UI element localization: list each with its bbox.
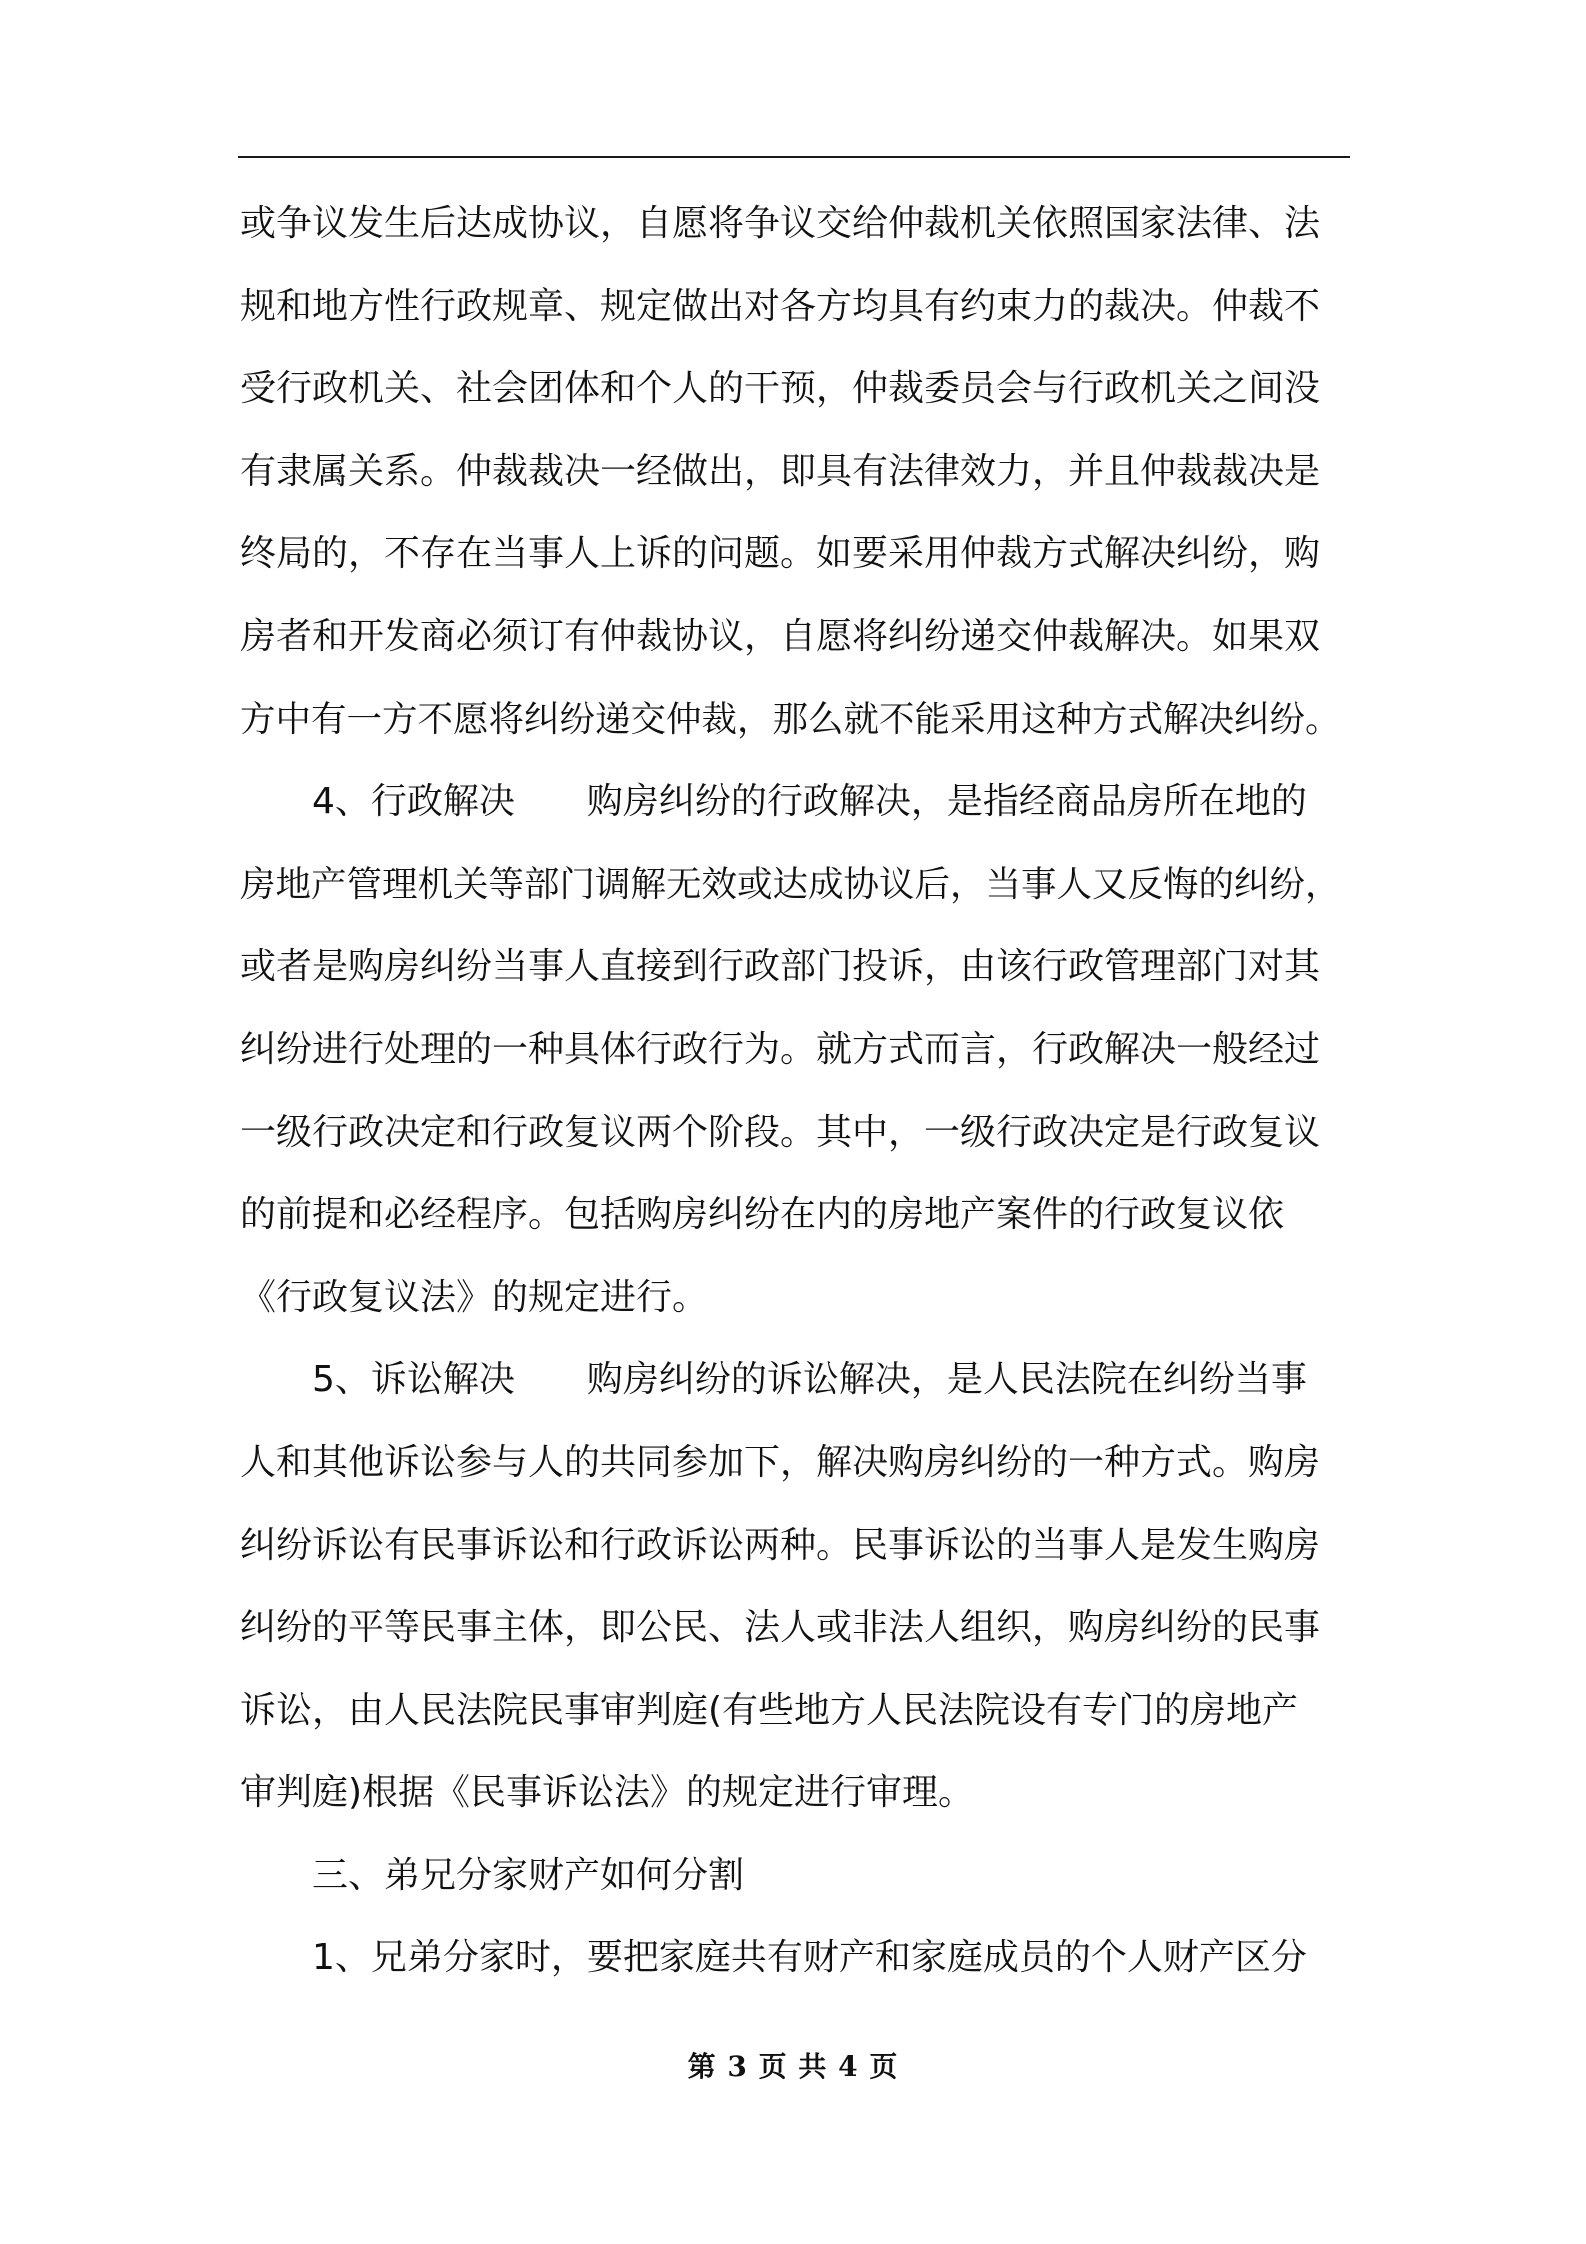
- text-line: 1、兄弟分家时，要把家庭共有财产和家庭成员的个人财产区分: [312, 1937, 1307, 1979]
- text-line: 方中有一方不愿将纠纷递交仲裁，那么就不能采用这种方式解决纠纷。: [240, 698, 1341, 740]
- page-footer: 第 3 页 共 4 页: [687, 2050, 899, 2083]
- text-line: 纠纷进行处理的一种具体行政行为。就方式而言，行政解决一般经过: [240, 1028, 1321, 1070]
- text-line: 纠纷诉讼有民事诉讼和行政诉讼两种。民事诉讼的当事人是发生购房: [240, 1524, 1321, 1566]
- text-line: 一级行政决定和行政复议两个阶段。其中，一级行政决定是行政复议: [240, 1111, 1321, 1153]
- text-line: 的前提和必经程序。包括购房纠纷在内的房地产案件的行政复议依: [240, 1194, 1285, 1236]
- text-line: 规和地方性行政规章、规定做出对各方均具有约束力的裁决。仲裁不: [240, 285, 1321, 327]
- text-line: 有隶属关系。仲裁裁决一经做出，即具有法律效力，并且仲裁裁决是: [240, 450, 1321, 492]
- text-line: 受行政机关、社会团体和个人的干预，仲裁委员会与行政机关之间没: [240, 368, 1321, 410]
- text-line: 三、弟兄分家财产如何分割: [312, 1854, 745, 1896]
- text-line: 审判庭)根据《民事诉讼法》的规定进行审理。: [240, 1772, 975, 1814]
- text-line: 房地产管理机关等部门调解无效或达成协议后，当事人又反悔的纠纷，: [240, 863, 1341, 905]
- text-line: 纠纷的平等民事主体，即公民、法人或非法人组织，购房纠纷的民事: [240, 1607, 1321, 1649]
- text-line: 《行政复议法》的规定进行。: [240, 1276, 709, 1318]
- text-line: 或争议发生后达成协议，自愿将争议交给仲裁机关依照国家法律、法: [240, 203, 1321, 244]
- text-line: 诉讼，由人民法院民事审判庭(有些地方人民法院设有专门的房地产: [240, 1689, 1299, 1731]
- text-line: 终局的，不存在当事人上诉的问题。如要采用仲裁方式解决纠纷，购: [240, 533, 1321, 575]
- text-line: 人和其他诉讼参与人的共同参加下，解决购房纠纷的一种方式。购房: [240, 1441, 1321, 1483]
- text-line: 4、行政解决 购房纠纷的行政解决，是指经商品房所在地的: [312, 781, 1307, 823]
- document-body: [240, 183, 1352, 2000]
- header-rule: [238, 156, 1350, 158]
- text-line: 房者和开发商必须订有仲裁协议，自愿将纠纷递交仲裁解决。如果双: [240, 615, 1321, 657]
- text-line: 或者是购房纠纷当事人直接到行政部门投诉，由该行政管理部门对其: [240, 946, 1321, 988]
- text-line: 5、诉讼解决 购房纠纷的诉讼解决，是人民法院在纠纷当事: [312, 1359, 1307, 1401]
